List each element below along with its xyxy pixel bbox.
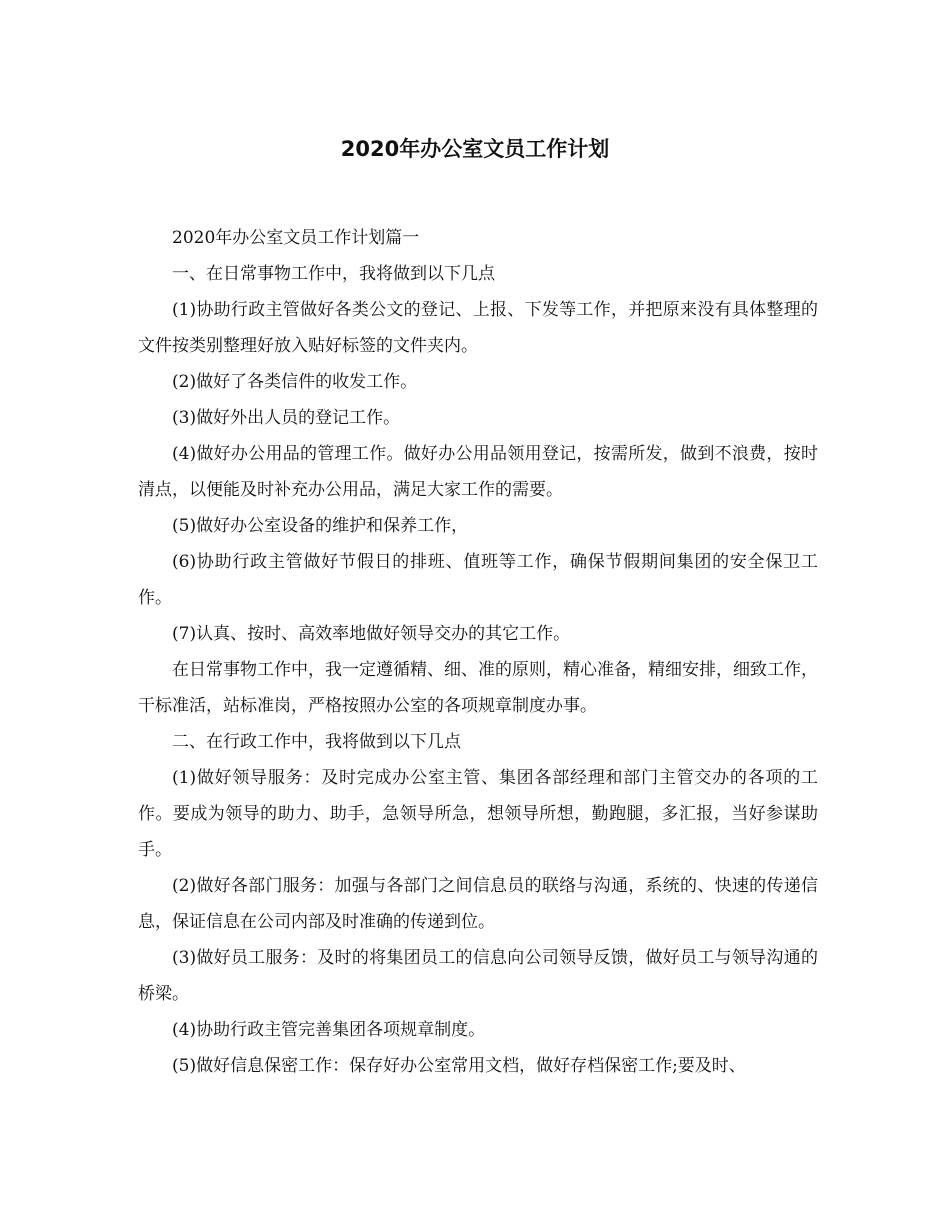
paragraph-section-1-heading: 一、在日常事物工作中，我将做到以下几点: [172, 264, 495, 284]
document-title: 2020年办公室文员工作计划: [340, 137, 610, 161]
paragraph-item-2-1: (1)做好领导服务：及时完成办公室主管、集团各部经理和部门主管交办的各项的工作。要成为领导的助力、助手，急领导所急，想领导所想，勤跑腿，多汇报，当好参谋助手。: [138, 768, 818, 860]
document-body: [138, 220, 818, 1084]
paragraph-section-1-summary: 在日常事物工作中，我一定遵循精、细、准的原则，精心准备，精细安排，细致工作，干标准活，站标准岗，严格按照办公室的各项规章制度办事。: [138, 660, 818, 716]
paragraph-item-2-3: (3)做好员工服务：及时的将集团员工的信息向公司领导反馈，做好员工与领导沟通的桥梁。: [138, 948, 818, 1004]
paragraph-item-1-1: (1)协助行政主管做好各类公文的登记、上报、下发等工作，并把原来没有具体整理的文件按类别整理好放入贴好标签的文件夹内。: [138, 300, 818, 356]
paragraph-item-2-2: (2)做好各部门服务：加强与各部门之间信息员的联络与沟通，系统的、快速的传递信息，保证信息在公司内部及时准确的传递到位。: [138, 876, 818, 932]
paragraph-item-1-4: (4)做好办公用品的管理工作。做好办公用品领用登记，按需所发，做到不浪费，按时清点，以便能及时补充办公用品，满足大家工作的需要。: [138, 444, 818, 500]
paragraph-item-1-5: (5)做好办公室设备的维护和保养工作，: [172, 516, 469, 536]
paragraph-section-2-heading: 二、在行政工作中，我将做到以下几点: [172, 732, 461, 752]
paragraph-item-1-2: (2)做好了各类信件的收发工作。: [172, 372, 418, 392]
paragraph-item-2-5: (5)做好信息保密工作：保存好办公室常用文档，做好存档保密工作;要及时、: [172, 1056, 746, 1076]
paragraph-item-1-3: (3)做好外出人员的登记工作。: [172, 408, 401, 428]
paragraph-heading-plan: 2020年办公室文员工作计划篇一: [172, 228, 420, 248]
paragraph-item-1-7: (7)认真、按时、高效率地做好领导交办的其它工作。: [172, 624, 571, 644]
paragraph-item-2-4: (4)协助行政主管完善集团各项规章制度。: [172, 1020, 486, 1040]
paragraph-item-1-6: (6)协助行政主管做好节假日的排班、值班等工作，确保节假期间集团的安全保卫工作。: [138, 552, 818, 608]
